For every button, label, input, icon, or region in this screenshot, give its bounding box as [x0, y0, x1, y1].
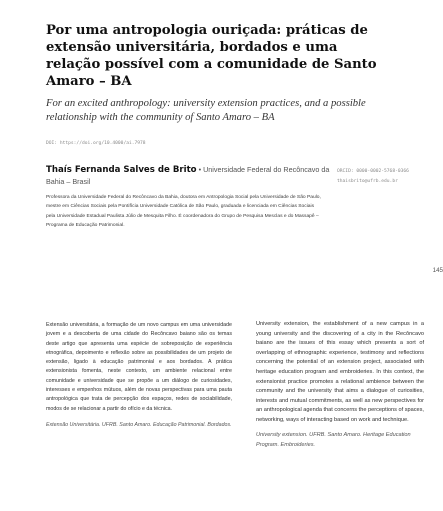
author-line: [46, 164, 336, 187]
author-orcid[interactable]: ORCID: 0000-0002-5768-0366: [337, 169, 409, 174]
author-identifiers: [337, 167, 409, 187]
author-email[interactable]: thaisbrito@ufrb.edu.br: [337, 179, 398, 184]
author-separator: •: [198, 165, 204, 174]
author-affiliation: Universidade Federal do Recôncavo da Bahia – Brasil: [46, 165, 330, 186]
doi-link[interactable]: DOI: https://doi.org/10.4000/ai.7978: [46, 141, 146, 146]
page-number: 145: [432, 267, 443, 274]
article-title-english: For an excited anthropology: university extension practices, and a possible relationship with the community of Santo Amaro – BA: [46, 98, 366, 123]
abstract-english: University extension, the establishment of a new campus in a young university and the discovering of a city in the Recôncavo baiano are the issues of this essay which presents a sort of overlapping of ethnographic experience, testimony and reflections concerning the potential of an extension project, associated with heritage education program and embroideries. In this context, the extensionist practice promotes a relational ambience between the community and the university that aims a dialogue of curiosities, interests and mutual commitments, as well as new perspectives for an anthropological agenda that concerns the perceptions of spaces, networking, ways of interacting based on work and technique.: [256, 321, 424, 423]
abstract-portuguese: Extensão universitária, a formação de um novo campus em uma universidade jovem e a descoberta de uma cidade do Recôncavo baiano são os temas deste artigo que apresenta uma espécie de sobreposição de experiência etnográfica, depoimento e reflexão sobre as possibilidades de um projeto de extensão, ligado à educação patrimonial e aos bordados. A prática extensionista fomenta, neste contexto, um ambiente relacional entre comunidade e universidade que se propõe a um diálogo de curiosidades, interesses e empenhos mútuos, além de novas perspectivas para uma pauta antropológica que trata de percepção dos espaços, redes de sociabilidade, modos de se relacionar a partir do ofício e da técnica.: [46, 322, 232, 412]
author-bio: Professora da Universidade Federal do Recôncavo da Bahia, doutora em Antropologia Social pela Universidade de São Paulo, mestre em Ciências Sociais pela Pontifícia Universidade Católica de São Paulo, graduada e licenciada em Ciências Sociais pela Universidade Estadual Paulista Júlio de Mesquita Filho. É coordenadora do Grupo de Pesquisa Mesclas e do Massapê – Programa de Educação Patrimonial.: [46, 195, 321, 229]
author-name: Thaís Fernanda Salves de Brito: [46, 165, 197, 175]
keywords-english: University extension. UFRB. Santo Amaro. Heritage Education Program. Embroideries.: [256, 432, 411, 448]
keywords-portuguese: Extensão Universitária. UFRB. Santo Amaro. Educação Patrimonial. Bordados.: [46, 422, 232, 428]
article-title: Por uma antropologia ouriçada: práticas de extensão universitária, bordados e uma relação possível com a comunidade de Santo Amaro – BA: [46, 23, 377, 89]
